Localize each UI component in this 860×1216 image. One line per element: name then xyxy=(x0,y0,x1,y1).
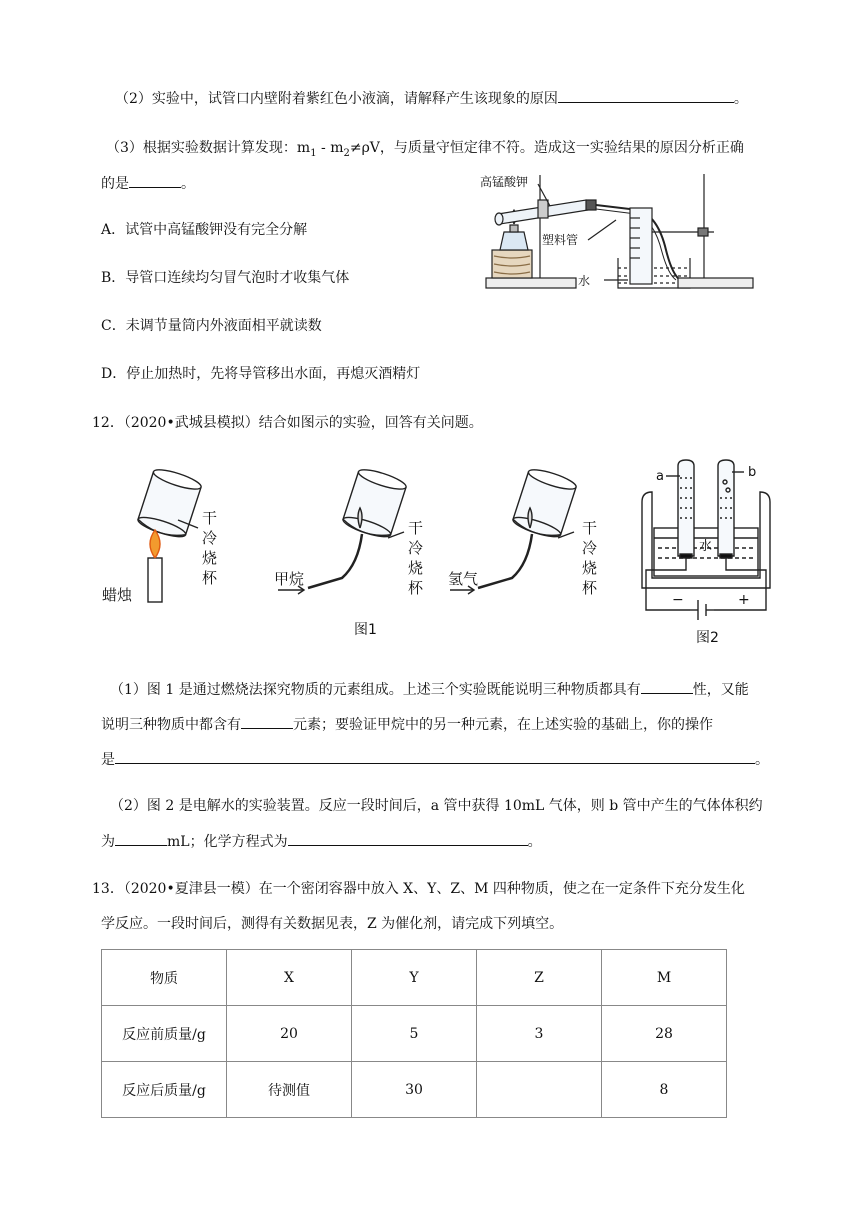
beaker-label: 冷 xyxy=(202,529,218,547)
beaker-label: 干 xyxy=(408,519,424,537)
tube-a-label: a xyxy=(656,469,664,484)
q11-part2 xyxy=(115,88,748,109)
water-label: 水 xyxy=(699,539,713,554)
beaker-label: 烧 xyxy=(202,549,218,567)
q12-part2-text: 为 xyxy=(101,834,115,850)
q11-part3-text: - m xyxy=(316,140,344,156)
water-label: 水 xyxy=(578,274,591,288)
table-header-cell xyxy=(602,950,727,1006)
tube-b-label: b xyxy=(748,465,757,480)
table-header-cell xyxy=(227,950,352,1006)
table-cell xyxy=(102,1062,227,1118)
table-cell xyxy=(602,1006,727,1062)
mass-data-table xyxy=(101,949,727,1118)
q11-part3-text: ≠ρV，与质量守恒定律不符。造成这一实验结果的原因分析正确 xyxy=(349,140,744,156)
cell-text: 待测值 xyxy=(268,1082,310,1099)
q13-stem-line1: 13．（2020•夏津县一模）在一个密闭容器中放入 X、Y、Z、M 四种物质，使之在一定条件下充分发生化 xyxy=(92,881,745,897)
cell-text: Y xyxy=(409,969,419,986)
table-header-cell xyxy=(477,950,602,1006)
table-row xyxy=(102,1006,727,1062)
cell-text: X xyxy=(284,969,294,986)
q12-part1-line2 xyxy=(101,714,713,735)
table-cell-blank[interactable] xyxy=(477,1062,602,1118)
subscript: 2 xyxy=(343,147,350,159)
q12-part2-text: mL；化学方程式为 xyxy=(167,834,288,850)
tube-label: 塑料管 xyxy=(542,233,579,247)
beaker-label: 杯 xyxy=(582,579,598,597)
beaker-label: 干 xyxy=(582,519,598,537)
cell-text: 反应后质量/g xyxy=(122,1082,206,1099)
candle-label: 蜡烛 xyxy=(102,586,133,604)
q12-part1-text: 是 xyxy=(101,752,115,768)
cell-text: Z xyxy=(534,969,544,986)
table-cell xyxy=(227,1062,352,1118)
cell-text: 5 xyxy=(409,1025,419,1042)
answer-blank[interactable] xyxy=(558,88,734,103)
answer-blank[interactable] xyxy=(129,173,181,188)
table-header-cell xyxy=(102,950,227,1006)
minus-sign: − xyxy=(672,592,684,608)
q12-part1-line1 xyxy=(110,679,749,700)
q11-part3-text: （3）根据实验数据计算发现：m xyxy=(106,140,311,156)
cell-text: 20 xyxy=(280,1025,298,1042)
cell-text: 8 xyxy=(659,1081,669,1098)
q12-part1-line3 xyxy=(101,749,769,770)
kmno4-label: 高锰酸钾 xyxy=(480,175,529,189)
cell-text: 28 xyxy=(655,1025,673,1042)
punct: 。 xyxy=(733,91,748,107)
q12-part1-text: 元素；要验证甲烷中的另一种元素，在上述实验的基础上，你的操作 xyxy=(293,717,713,733)
figure1-combustion xyxy=(98,468,618,640)
cell-text: M xyxy=(656,969,672,986)
beaker-label: 冷 xyxy=(408,539,424,557)
beaker-label: 烧 xyxy=(582,559,598,577)
figure2-caption: 图2 xyxy=(696,630,719,646)
option-b[interactable]: B．导管口连续均匀冒气泡时才收集气体 xyxy=(101,270,350,286)
option-d[interactable]: D．停止加热时，先将导管移出水面，再熄灭酒精灯 xyxy=(101,366,421,382)
hydrogen-label: 氢气 xyxy=(448,570,479,588)
figure2-electrolysis xyxy=(636,458,776,646)
table-cell xyxy=(352,1006,477,1062)
beaker-label: 烧 xyxy=(408,559,424,577)
table-cell xyxy=(602,1062,727,1118)
beaker-label: 冷 xyxy=(582,539,598,557)
answer-blank[interactable] xyxy=(288,831,528,846)
punct: 。 xyxy=(755,752,769,768)
q12-part1-text: （1）图 1 是通过燃烧法探究物质的元素组成。上述三个实验既能说明三种物质都具有 xyxy=(110,682,641,698)
q13-stem-line2: 学反应。一段时间后，测得有关数据见表，Z 为催化剂，请完成下列填空。 xyxy=(101,916,564,932)
cell-text: 30 xyxy=(405,1081,423,1098)
beaker-label: 杯 xyxy=(408,579,424,597)
answer-blank[interactable] xyxy=(241,714,293,729)
table-header-cell xyxy=(352,950,477,1006)
beaker-label: 杯 xyxy=(202,569,218,587)
q11-part3-text: 的是 xyxy=(101,176,129,192)
table-cell xyxy=(227,1006,352,1062)
table-header-row xyxy=(102,950,727,1006)
q12-part2-line2 xyxy=(101,831,542,852)
q12-part1-text: 性，又能 xyxy=(692,682,749,698)
table-row xyxy=(102,1062,727,1118)
q12-part1-text: 说明三种物质中都含有 xyxy=(101,717,241,733)
option-c[interactable]: C．未调节量筒内外液面相平就读数 xyxy=(101,318,322,334)
methane-label: 甲烷 xyxy=(274,570,305,588)
cell-text: 反应前质量/g xyxy=(122,1026,206,1043)
q11-part2-text: （2）实验中，试管口内壁附着紫红色小液滴，请解释产生该现象的原因 xyxy=(115,91,558,107)
q12-part2-line1: （2）图 2 是电解水的实验装置。反应一段时间后，a 管中获得 10mL 气体，则 b 管中产生的气体体积约 xyxy=(110,798,763,814)
answer-blank[interactable] xyxy=(115,749,755,764)
punct: 。 xyxy=(181,176,195,192)
table-cell xyxy=(352,1062,477,1118)
q12-stem: 12．（2020•武城县模拟）结合如图示的实验，回答有关问题。 xyxy=(92,415,483,431)
q11-part3-line1 xyxy=(106,138,744,164)
q11-part3-line2 xyxy=(101,173,195,194)
table-cell xyxy=(477,1006,602,1062)
punct: 。 xyxy=(527,834,542,850)
answer-blank[interactable] xyxy=(641,679,693,694)
figure1-caption: 图1 xyxy=(354,622,377,638)
plus-sign: + xyxy=(738,592,750,608)
beaker-label: 干 xyxy=(202,509,218,527)
kmno4-apparatus-figure xyxy=(478,170,778,295)
answer-blank[interactable] xyxy=(115,831,167,846)
option-a[interactable]: A．试管中高锰酸钾没有完全分解 xyxy=(101,222,308,238)
cell-text: 3 xyxy=(534,1025,544,1042)
cell-text: 物质 xyxy=(150,970,178,987)
subscript: 1 xyxy=(310,147,317,159)
table-cell xyxy=(102,1006,227,1062)
